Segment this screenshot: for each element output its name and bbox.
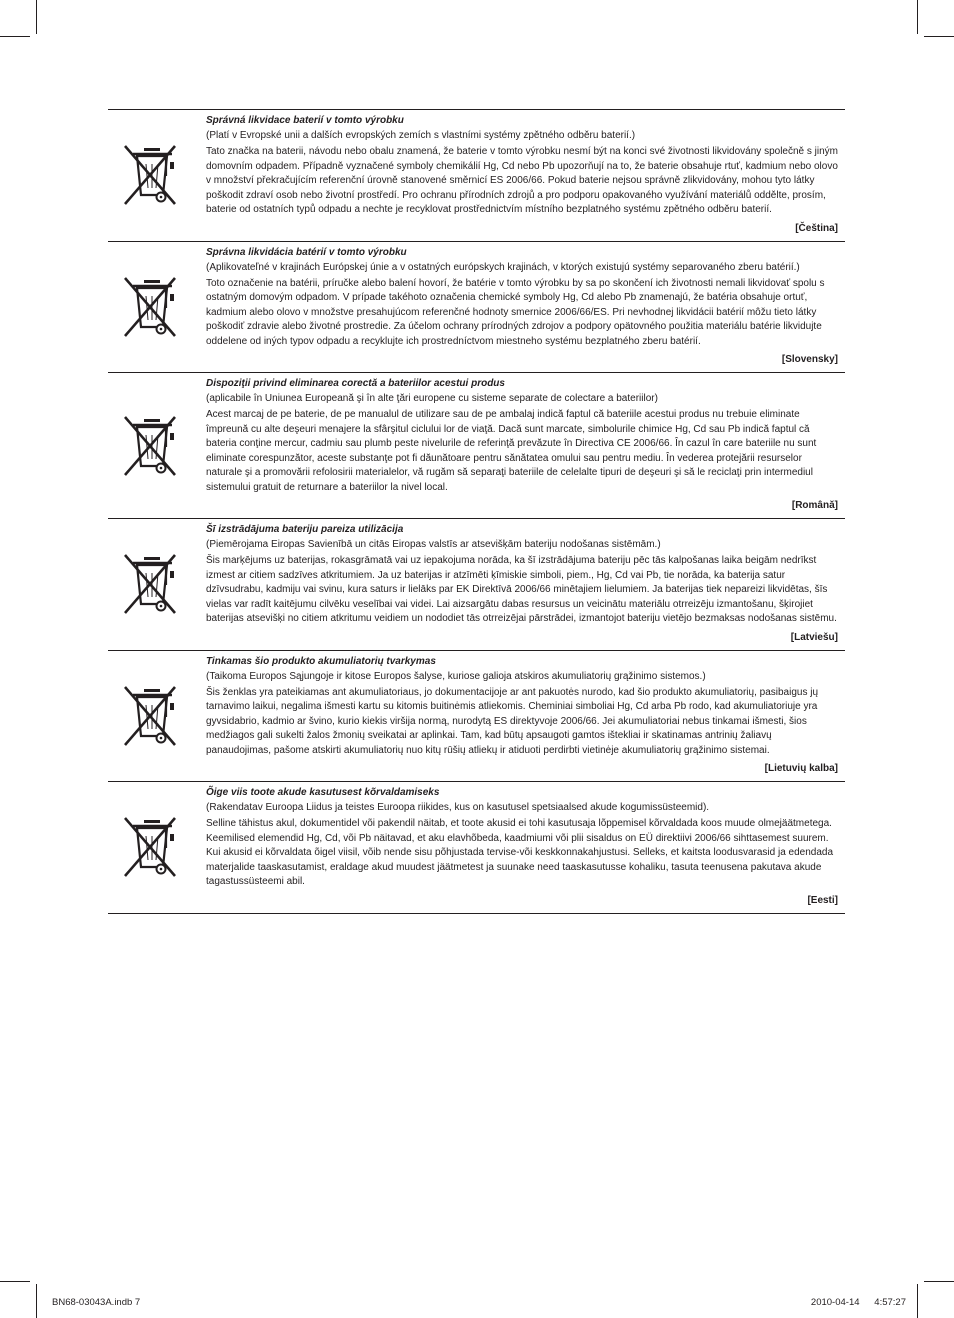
language-label: [Română] <box>791 500 838 511</box>
crop-mark <box>917 0 918 34</box>
disposal-section <box>108 241 845 373</box>
crossed-bin-icon <box>122 551 178 617</box>
section-body: Selline tähistus akul, dokumentidel või pakendil näitab, et toote akusid ei tohi kasutusaja lõppemisel kõrvaldada koos muude olmejäätmetega. Keemilised elemendid Hg, Cd, või Pb näitavad, et aku elavhõbeda, kaadmiumi või plii sisaldus on EÜ direktiivi 2006/66 sihttasemest suurem. Kui akusid ei kõrvaldata õigel viisil, võib nende sisu põhjustada tervise-või keskkonnakahjustusi. Selleks, et kaitsta loodusvarasid ja edendada materjalide taaskasutamist, eraldage akud muudest jäätmetest ja suunake need taaskasutusse kohaliku, tasuta teenusena pakutava akude tagastussüsteemi abil. <box>206 818 834 887</box>
crop-mark <box>924 1281 954 1282</box>
section-body: Acest marcaj de pe baterie, de pe manualul de utilizare sau de pe ambalaj indică faptul că bateriile acestui produs nu trebuie eliminate împreună cu alte deşeuri menajere la sfârşitul ciclului lor de viaţă. Dacă sunt marcate, simbolurile chimice Hg, Cd sau Pb indică faptul că bateria conţine mercur, cadmiu sau plumb peste nivelurile de referinţă prevăzute în Directiva CE 2006/66. În cazul în care bateriile nu sunt eliminate corespunzător, aceste substanţe pot fi dăunătoare pentru sănătatea omului sau pentru mediu. În vederea protejării resurselor naturale şi a promovării refolosirii materialelor, vă rugăm să separaţi bateriile de celelalte tipuri de deşeuri şi să le reciclaţi prin intermediul sistemului gratuit de returnare a bateriilor la nivel local. <box>206 409 817 493</box>
section-body: Šis ženklas yra pateikiamas ant akumuliatoriaus, jo dokumentacijoje ar ant pakuotės nurodo, kad šio produkto akumuliatorių, pasibaigus jų tarnavimo laikui, negalima išmesti kartu su kitomis buitinėmis atliekomis. Cheminiai simboliai Hg, Cd arba Pb rodo, kad akumuliatoriuje yra gyvsidabrio, kadmio ar švino, kurio kiekis viršija normą, nurodytą ES direktyvoje 2006/66. Jei akumuliatoriai nebus tinkamai išmesti, šios medžiagos gali sukelti žalos žmonių sveikatai ar aplinkai. Tam, kad būtų apsaugoti gamtos ištekliai ir skatinamas antrinių žaliavų panaudojimas, pašome atskirti akumuliatorių nuo kitų rūšių atliekų ir atiduoti perdirbti vietinėje akumuliatorių grąžinimo sistemai. <box>206 686 819 756</box>
language-label: [Latviešu] <box>790 631 838 643</box>
crop-mark <box>36 1284 37 1318</box>
section-title: Tinkamas šio produkto akumuliatorių tvarkymas <box>206 655 436 667</box>
section-body: Šis marķējums uz baterijas, rokasgrāmatā vai uz iepakojuma norāda, ka šī izstrādājuma bateriju pēc tās kalpošanas laika beigām nedrīkst izmest ar citiem sadzīves atkritumiem. Ja uz baterijas ir atzīmēti ķīmiskie simboli, piem., Hg, Cd vai Pb, tie norāda, ka baterija satur dzīvsudrabu, kadmiju vai svinu, kura saturs ir lielāks par EK Direktīvā 2006/66 minētajiem lielumiem. Ja baterijas tiek nepareizi likvidētas, šīs vielas var radīt kaitējumu cilvēku veselībai vai videi. Lai aizsargātu dabas resursus un veicinātu materiālu otrreizēju izmantošanu, šķirojiet baterijas atsevišķi no citiem atkritumu veidiem un nododiet tās otrreizējai pārstrādei, izmantojot bateriju vietējo bezmaksas nodošanas sistēmu. <box>206 555 837 624</box>
footer-file: BN68-03043A.indb 7 <box>52 1297 141 1308</box>
section-body: Tato značka na baterii, návodu nebo obalu znamená, že baterie v tomto výrobku nesmí být na konci své životnosti likvidovány společně s jiným domovním odpadem. Případně vyznačené symboly chemikálií Hg, Cd nebo Pb upozorňují na to, že baterie obsahuje rtuť, kadmium nebo olovo v množství překračujícím referenční úrovně stanovené směrnicí ES 2006/66. Pokud baterie nejsou správně zlikvidovány, mohou tyto látky poškodit zdraví osob nebo životní prostředí. Pro ochranu přírodních zdrojů a pro podporu opakovaného využívání materiálů oddělte, prosím, baterie od ostatních typů odpadu a nechte je recyklovat prostřednictvím místního bezplatného systému zpětného odběru baterií. <box>206 146 839 215</box>
language-label: [Lietuvių kalba] <box>764 763 838 774</box>
section-scope: (Piemērojama Eiropas Savienībā un citās Eiropas valstīs ar atsevišķām bateriju nodošanas sistēmām.) <box>206 539 661 550</box>
crop-mark <box>0 1281 30 1282</box>
crop-mark <box>36 0 37 34</box>
language-label: [Čeština] <box>795 222 838 234</box>
language-label: [Eesti] <box>807 894 838 906</box>
section-title: Správna likvidácia batérií v tomto výrobku <box>206 246 407 258</box>
crossed-bin-icon <box>122 683 178 749</box>
disposal-section <box>108 781 845 914</box>
section-scope: (Taikoma Europos Sąjungoje ir kitose Europos šalyse, kuriose galioja atskiros akumuliatorių grąžinimo sistemos.) <box>206 670 706 682</box>
crossed-bin-icon <box>122 413 178 479</box>
disposal-section <box>108 518 845 650</box>
crossed-bin-icon <box>122 814 178 880</box>
section-scope: (aplicabile în Uniunea Europeană şi în alte ţări europene cu sisteme separate de colectare a bateriilor) <box>206 393 658 404</box>
section-title: Õige viis toote akude kasutusest kõrvaldamiseks <box>206 787 440 798</box>
crop-mark <box>0 36 30 37</box>
crop-mark <box>917 1284 918 1318</box>
section-title: Správná likvidace baterií v tomto výrobku <box>206 115 404 126</box>
section-scope: (Platí v Evropské unii a dalších evropských zemích s vlastními systémy zpětného odběru baterií.) <box>206 130 636 141</box>
disposal-section <box>108 372 845 518</box>
section-scope: (Aplikovateľné v krajinách Európskej únie a v ostatných európskych krajinách, v ktorých existujú systémy separovaného zberu batérií.) <box>206 261 800 273</box>
crossed-bin-icon <box>122 142 178 208</box>
footer-timestamp: 2010-04-14 4:57:27 <box>810 1297 906 1308</box>
section-body: Toto označenie na batérii, príručke alebo balení hovorí, že batérie v tomto výrobku by sa po skončení ich životnosti nemali likvidovať spolu s ostatným domovým odpadom. V prípade takéhoto označenia chemické symboly Hg, Cd alebo Pb znamenajú, že batéria obsahuje ortuť, kadmium alebo olovo v množstve presahujúcom referenčné hodnoty smernice 2006/66/ES. Pri nevhodnej likvidácii batérií môžu tieto látky poškodiť zdravie alebo životné prostredie. Za účelom ochrany prírodných zdrojov a podpory opätovného použitia materiálu batérie likvidujte oddelene od iných typov odpadu a recyklujte ich prostredníctvom miestneho systému bezplatného zberu batérií. <box>206 277 825 347</box>
crossed-bin-icon <box>122 274 178 340</box>
section-title: Šī izstrādājuma bateriju pareiza utilizācija <box>206 524 404 535</box>
battery-disposal-sections <box>108 109 845 914</box>
section-title: Dispoziţii privind eliminarea corectă a bateriilor acestui produs <box>206 378 505 389</box>
crop-mark <box>924 36 954 37</box>
disposal-section <box>108 650 845 782</box>
language-label: [Slovensky] <box>781 354 838 365</box>
disposal-section <box>108 109 845 241</box>
section-scope: (Rakendatav Euroopa Liidus ja teistes Euroopa riikides, kus on kasutusel spetsiaalsed akude kogumissüsteemid). <box>206 802 710 813</box>
